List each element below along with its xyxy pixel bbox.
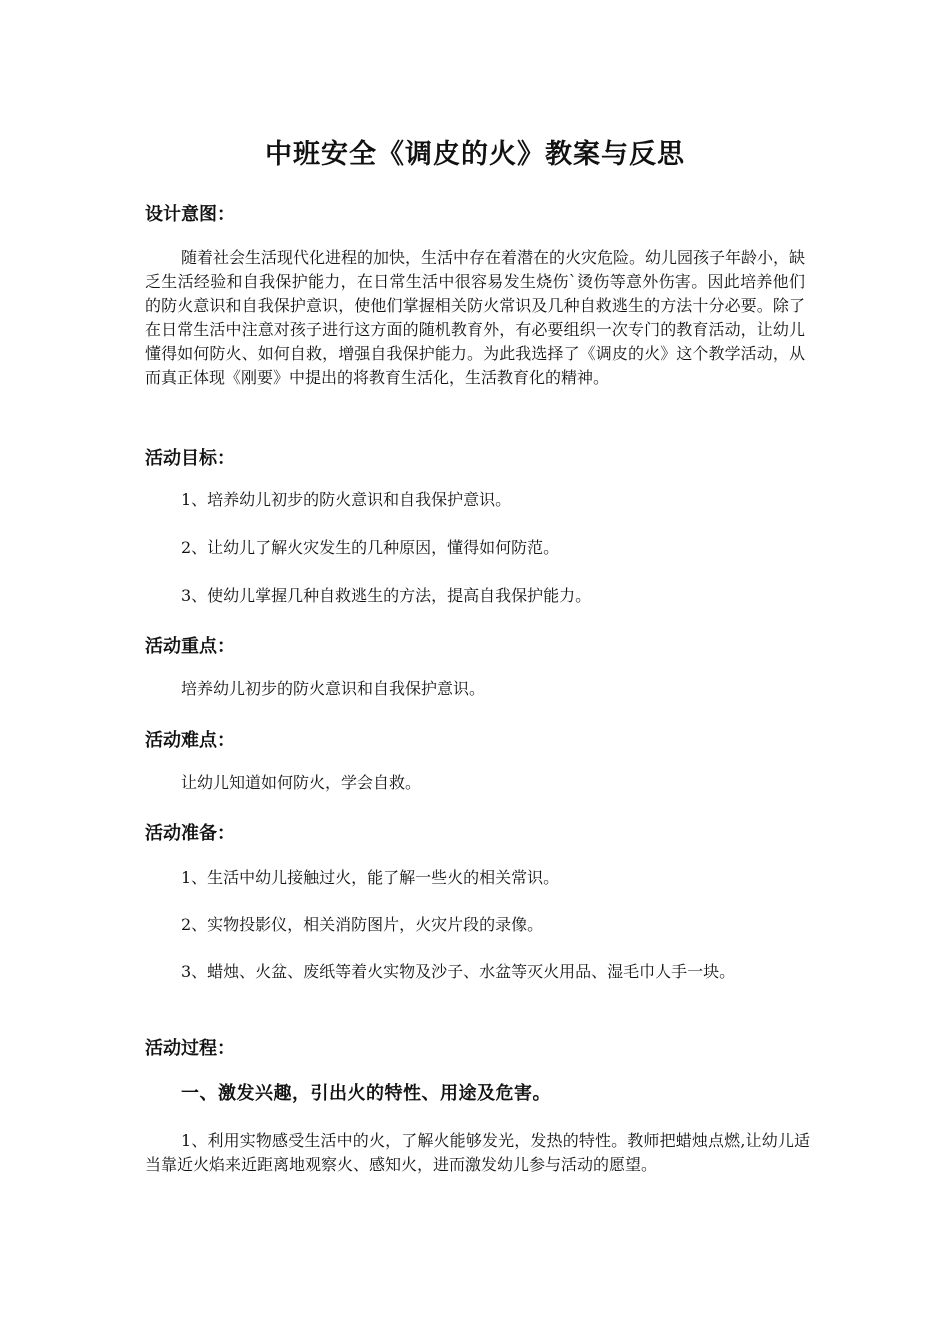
goal-item-2: 2、让幼儿了解火灾发生的几种原因，懂得如何防范。 xyxy=(181,538,560,557)
goal-item-3: 3、使幼儿掌握几种自救逃生的方法，提高自我保护能力。 xyxy=(181,586,592,605)
preparation-heading: 活动准备： xyxy=(145,823,235,844)
document-title: 中班安全《调皮的火》教案与反思 xyxy=(265,139,685,170)
goals-heading: 活动目标： xyxy=(145,448,235,469)
preparation-item-1: 1、生活中幼儿接触过火，能了解一些火的相关常识。 xyxy=(181,868,560,887)
preparation-item-2: 2、实物投影仪，相关消防图片，火灾片段的录像。 xyxy=(181,915,544,934)
focus-paragraph: 培养幼儿初步的防火意识和自我保护意识。 xyxy=(181,679,486,698)
process-heading: 活动过程： xyxy=(145,1038,235,1059)
focus-heading: 活动重点： xyxy=(145,636,235,657)
difficulty-paragraph: 让幼儿知道如何防火，学会自救。 xyxy=(181,773,422,792)
process-step1-paragraph: 1、利用实物感受生活中的火，了解火能够发光，发热的特性。教师把蜡烛点燃,让幼儿适当靠近火焰来近距离地观察火、感知火，进而激发幼儿参与活动的愿望。 xyxy=(145,1131,810,1174)
design-intent-heading: 设计意图： xyxy=(145,204,235,225)
goal-item-1: 1、培养幼儿初步的防火意识和自我保护意识。 xyxy=(181,490,512,509)
design-intent-paragraph: 随着社会生活现代化进程的加快，生活中存在着潜在的火灾危险。幼儿园孩子年龄小，缺乏生活经验和自我保护能力，在日常生活中很容易发生烧伤`烫伤等意外伤害。因此培养他们的防火意识和自我保护意识，使他们掌握相关防火常识及几种自救逃生的方法十分必要。除了在日常生活中注意对孩子进行这方面的随机教育外，有必要组织一次专门的教育活动，让幼儿懂得如何防火、如何自救，增强自我保护能力。为此我选择了《调皮的火》这个教学活动，从而真正体现《刚要》中提出的将教育生活化，生活教育化的精神。 xyxy=(145,248,806,387)
difficulty-heading: 活动难点： xyxy=(145,730,235,751)
preparation-item-3: 3、蜡烛、火盆、废纸等着火实物及沙子、水盆等灭火用品、湿毛巾人手一块。 xyxy=(181,962,736,981)
process-step1-heading: 一、激发兴趣，引出火的特性、用途及危害。 xyxy=(181,1083,551,1104)
